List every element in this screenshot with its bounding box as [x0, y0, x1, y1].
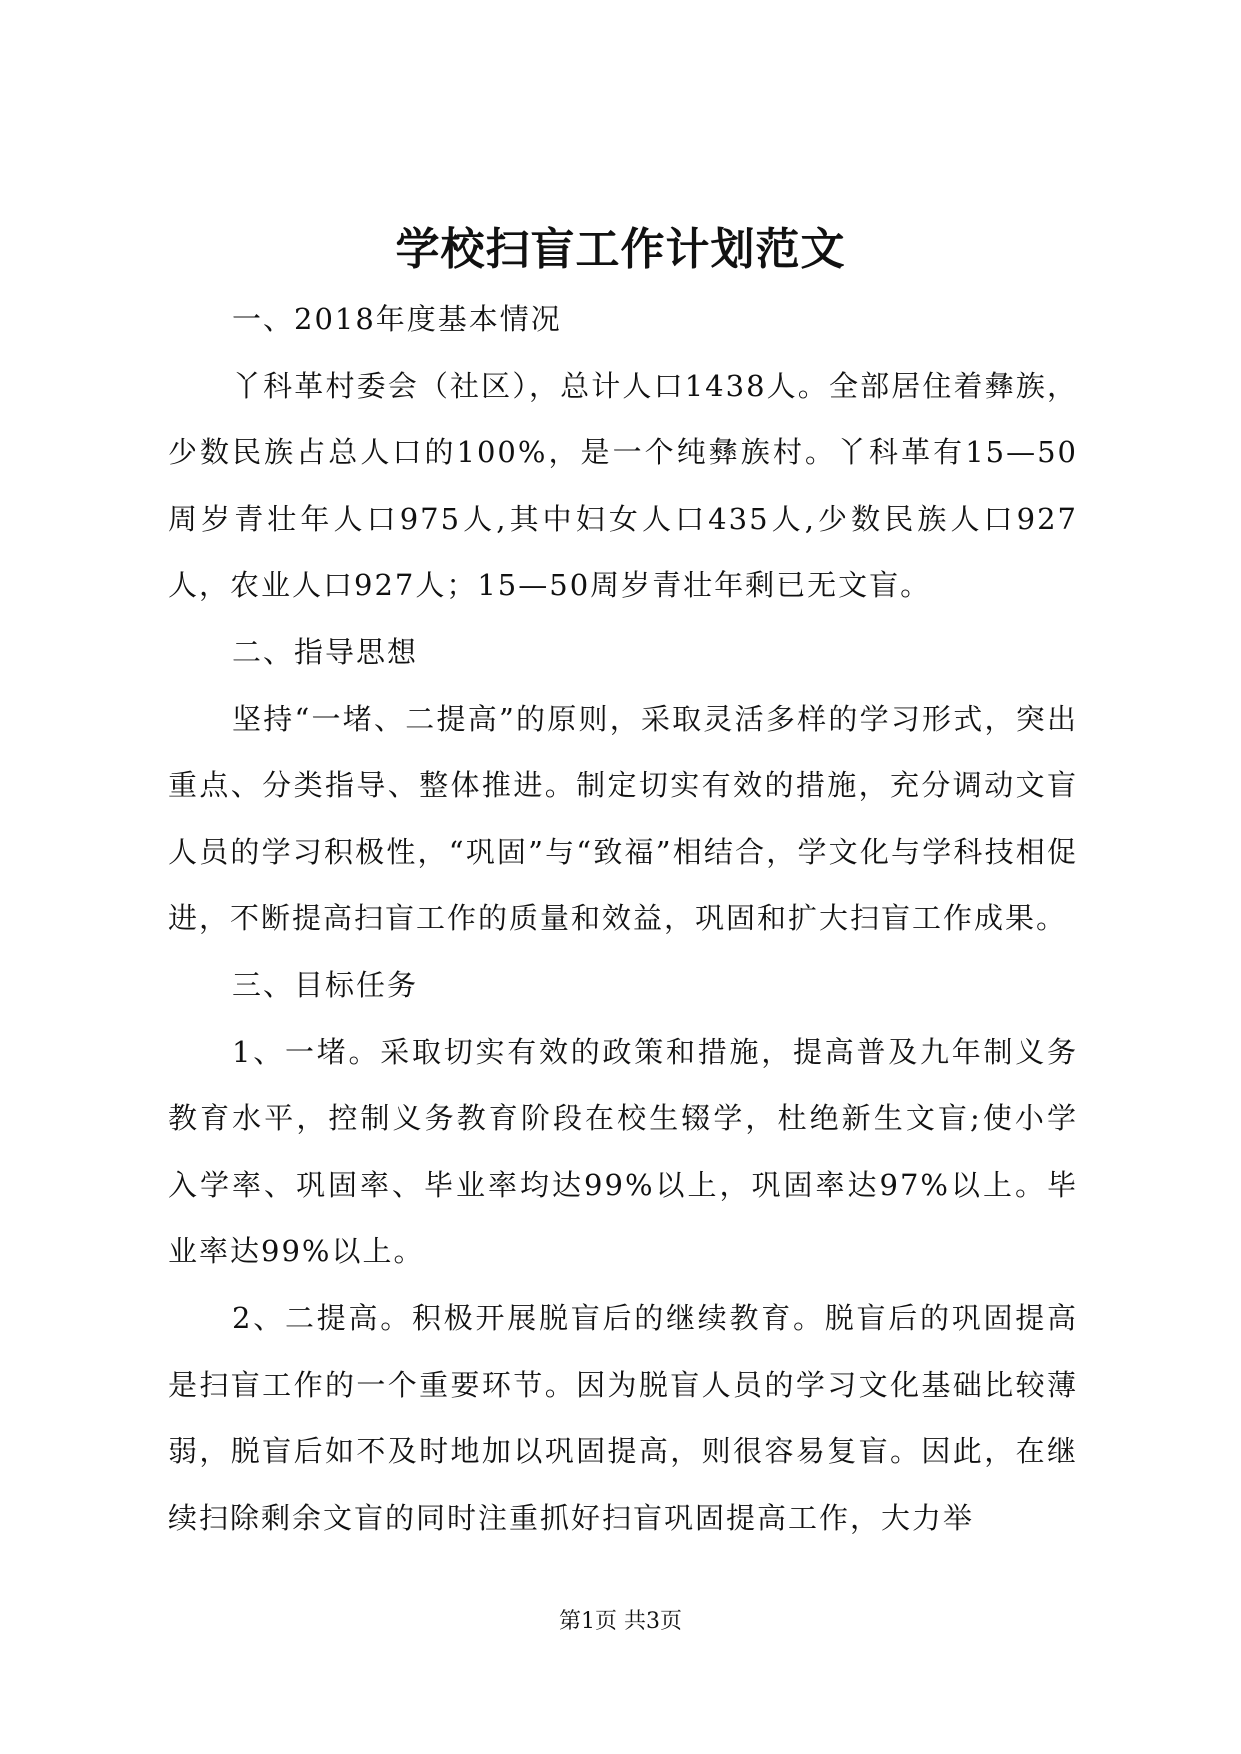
section-heading-goals: 三、目标任务: [232, 967, 419, 1002]
page-footer: 第1页 共3页: [559, 1609, 682, 1634]
paragraph-goal-one: 1、一堵。采取切实有效的政策和措施，提高普及九年制义务教育水平，控制义务教育阶段在校生辍学，杜绝新生文盲;使小学入学率、巩固率、毕业率均达99%以上，巩固率达97%以上。毕业率达99%以上。: [168, 1034, 1078, 1269]
document-body: [168, 286, 1078, 1551]
paragraph-goal-two: 2、二提高。积极开展脱盲后的继续教育。脱盲后的巩固提高是扫盲工作的一个重要环节。因为脱盲人员的学习文化基础比较薄弱，脱盲后如不及时地加以巩固提高，则很容易复盲。因此，在继续扫除剩余文盲的同时注重抓好扫盲巩固提高工作，大力举: [168, 1300, 1078, 1535]
document-title: 学校扫盲工作计划范文: [395, 224, 846, 275]
paragraph-basic-info: 丫科革村委会（社区），总计人口1438人。全部居住着彝族，少数民族占总人口的100%，是一个纯彝族村。丫科革有15—50周岁青壮年人口975人,其中妇女人口435人,少数民族人口927人，农业人口927人；15—50周岁青壮年剩已无文盲。: [168, 368, 1078, 603]
paragraph-guiding-thought: 坚持“一堵、二提高”的原则，采取灵活多样的学习形式，突出重点、分类指导、整体推进。制定切实有效的措施，充分调动文盲人员的学习积极性，“巩固”与“致福”相结合，学文化与学科技相促进，不断提高扫盲工作的质量和效益，巩固和扩大扫盲工作成果。: [168, 701, 1078, 936]
section-heading-basic-info: 一、2018年度基本情况: [232, 302, 562, 336]
section-heading-guiding-thought: 二、指导思想: [232, 634, 419, 669]
